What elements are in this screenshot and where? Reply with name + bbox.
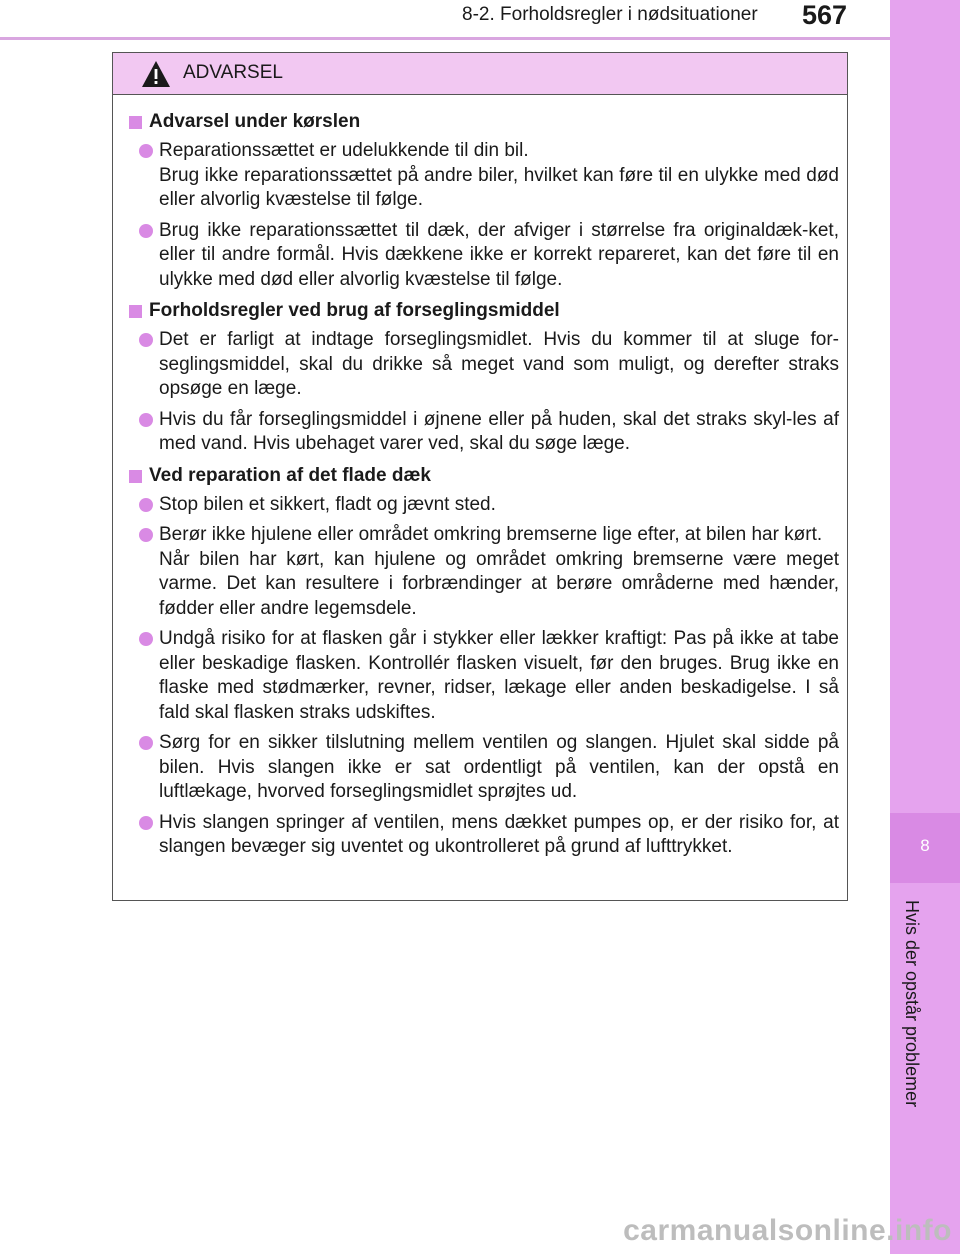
list-item: Hvis du får forseglingsmiddel i øjnene eller på huden, skal det straks skyl-les af med vand. Hvis ubehaget varer ved, skal du søge læge. bbox=[127, 408, 839, 457]
square-bullet-icon bbox=[129, 470, 142, 483]
page-number: 567 bbox=[802, 0, 848, 30]
chapter-title: Hvis der opstår problemer bbox=[902, 900, 922, 1108]
chapter-number: 8 bbox=[920, 836, 930, 855]
list-item: Hvis slangen springer af ventilen, mens dækket pumpes op, er der risiko for, at slangen bevæger sig uventet og ukontrolleret på grund af lufttrykket. bbox=[127, 811, 839, 860]
header-rule bbox=[0, 37, 890, 40]
round-bullet-icon bbox=[139, 224, 153, 238]
list-item: Det er farligt at indtage forseglingsmidlet. Hvis du kommer til at sluge for-seglingsmiddel, skal du drikke så meget vand som muligt, og derefter straks opsøge en læge. bbox=[127, 328, 839, 402]
warning-box bbox=[112, 52, 848, 901]
warning-triangle-icon bbox=[141, 60, 171, 88]
list-item: Reparationssættet er udelukkende til din bil. Brug ikke reparationssættet på andre biler, hvilket kan føre til en ulykke med død eller alvorlig kvæstelse til følge. bbox=[127, 139, 839, 213]
list-item: Sørg for en sikker tilslutning mellem ventilen og slangen. Hjulet skal sidde på bilen. Hvis slangen ikke er sat ordentligt på ventilen, kan der opstå en luftlækage, hvorved forseglingsmidlet sprøjtes ud. bbox=[127, 731, 839, 805]
section-heading: Advarsel under kørslen bbox=[127, 109, 839, 135]
warning-title: ADVARSEL bbox=[183, 62, 283, 83]
round-bullet-icon bbox=[139, 528, 153, 542]
list-item: Stop bilen et sikkert, fladt og jævnt sted. bbox=[127, 493, 839, 518]
round-bullet-icon bbox=[139, 333, 153, 347]
round-bullet-icon bbox=[139, 632, 153, 646]
list-item: Undgå risiko for at flasken går i stykker eller lækker kraftigt: Pas på ikke at tabe eller beskadige flasken. Kontrollér flasken visuelt, før den bruges. Brug ikke en flaske med stødmærker, revner, ridser, lækage eller anden beskadigelse. I så fald skal flasken straks udskiftes. bbox=[127, 627, 839, 725]
round-bullet-icon bbox=[139, 816, 153, 830]
section-title: 8-2. Forholdsregler i nødsituationer bbox=[462, 4, 758, 25]
round-bullet-icon bbox=[139, 144, 153, 158]
square-bullet-icon bbox=[129, 116, 142, 129]
round-bullet-icon bbox=[139, 413, 153, 427]
list-item: Berør ikke hjulene eller området omkring bremserne lige efter, at bilen har kørt. Når bilen har kørt, kan hjulene og området omkring bremserne være meget varme. Det kan resultere i forbrændinger at berøre områderne med hænder, fødder eller andre legemsdele. bbox=[127, 523, 839, 621]
round-bullet-icon bbox=[139, 736, 153, 750]
warning-content bbox=[113, 109, 847, 866]
section-heading: Ved reparation af det flade dæk bbox=[127, 463, 839, 489]
watermark: carmanualsonline.info bbox=[623, 1214, 952, 1247]
round-bullet-icon bbox=[139, 498, 153, 512]
list-item: Brug ikke reparationssættet til dæk, der afviger i størrelse fra originaldæk-ket, eller til andre formål. Hvis dækkene ikke er korrekt repareret, kan det føre til en ulykke med død eller alvorlig kvæstelse til følge. bbox=[127, 219, 839, 293]
section-heading: Forholdsregler ved brug af forseglingsmiddel bbox=[127, 298, 839, 324]
square-bullet-icon bbox=[129, 305, 142, 318]
warning-header bbox=[113, 53, 847, 95]
